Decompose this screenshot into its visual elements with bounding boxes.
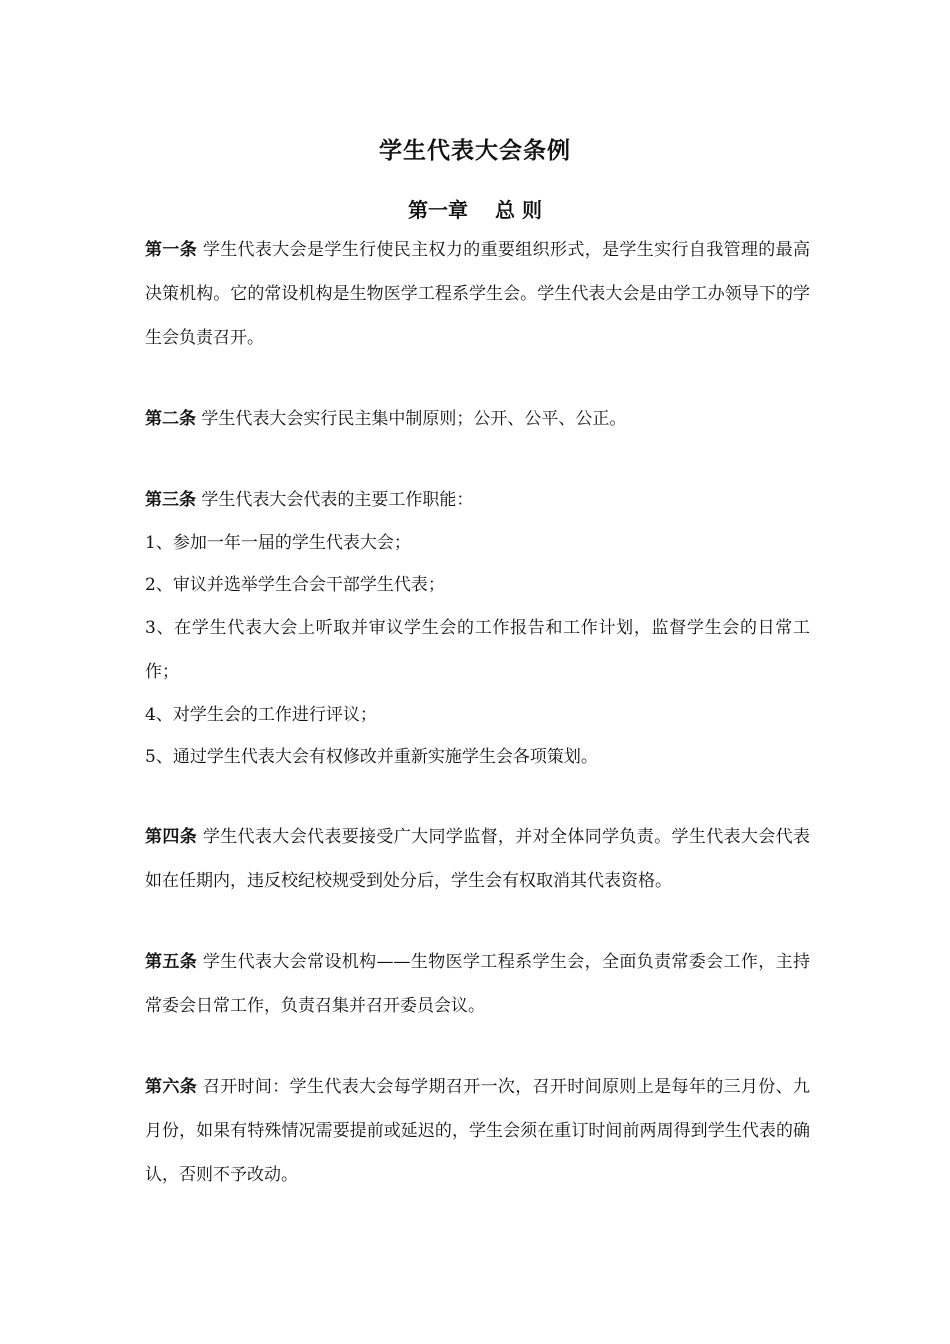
document-body — [145, 228, 810, 1197]
article-label: 第五条 — [145, 952, 198, 972]
article-text: 学生代表大会代表的主要工作职能： — [196, 490, 474, 510]
article-label: 第六条 — [145, 1077, 198, 1097]
spacer — [145, 1028, 810, 1065]
article-text: 召开时间：学生代表大会每学期召开一次，召开时间原则上是每年的三月份、九月份，如果有特殊情况需要提前或延迟的，学生会须在重订时间前两周得到学生代表的确认，否则不予改动。 — [145, 1077, 811, 1185]
article-3 — [145, 478, 810, 522]
article-text: 学生代表大会常设机构——生物医学工程系学生会，全面负责常委会工作，主持常委会日常工作，负责召集并召开委员会议。 — [145, 952, 811, 1016]
article-text: 学生代表大会是学生行使民主权力的重要组织形式，是学生实行自我管理的最高决策机构。它的常设机构是生物医学工程系学生会。学生代表大会是由学工办领导下的学生会负责召开。 — [145, 240, 811, 348]
list-item: 3、在学生代表大会上听取并审议学生会的工作报告和工作计划，监督学生会的日常工作； — [145, 618, 810, 682]
document-title: 学生代表大会条例 — [379, 137, 571, 164]
article-label: 第二条 — [145, 409, 196, 429]
chapter-title: 第一章 总 则 — [408, 198, 542, 222]
spacer — [145, 360, 810, 397]
spacer — [145, 778, 810, 815]
list-item: 5、通过学生代表大会有权修改并重新实施学生会各项策划。 — [145, 747, 598, 767]
article-1 — [145, 228, 810, 360]
article-text: 学生代表大会实行民主集中制原则；公开、公平、公正。 — [196, 409, 627, 429]
spacer — [145, 441, 810, 478]
article-4 — [145, 815, 810, 903]
article-label: 第四条 — [145, 827, 198, 847]
article-label: 第三条 — [145, 490, 196, 510]
article-text: 学生代表大会代表要接受广大同学监督，并对全体同学负责。学生代表大会代表如在任期内，违反校纪校规受到处分后，学生会有权取消其代表资格。 — [145, 827, 811, 891]
list-item: 1、参加一年一届的学生代表大会； — [145, 533, 411, 553]
list-item: 2、审议并选举学生合会干部学生代表； — [145, 575, 445, 595]
article-6 — [145, 1065, 810, 1197]
article-label: 第一条 — [145, 240, 198, 260]
article-5 — [145, 940, 810, 1028]
article-2 — [145, 397, 810, 441]
list-item: 4、对学生会的工作进行评议； — [145, 705, 377, 725]
spacer — [145, 903, 810, 940]
